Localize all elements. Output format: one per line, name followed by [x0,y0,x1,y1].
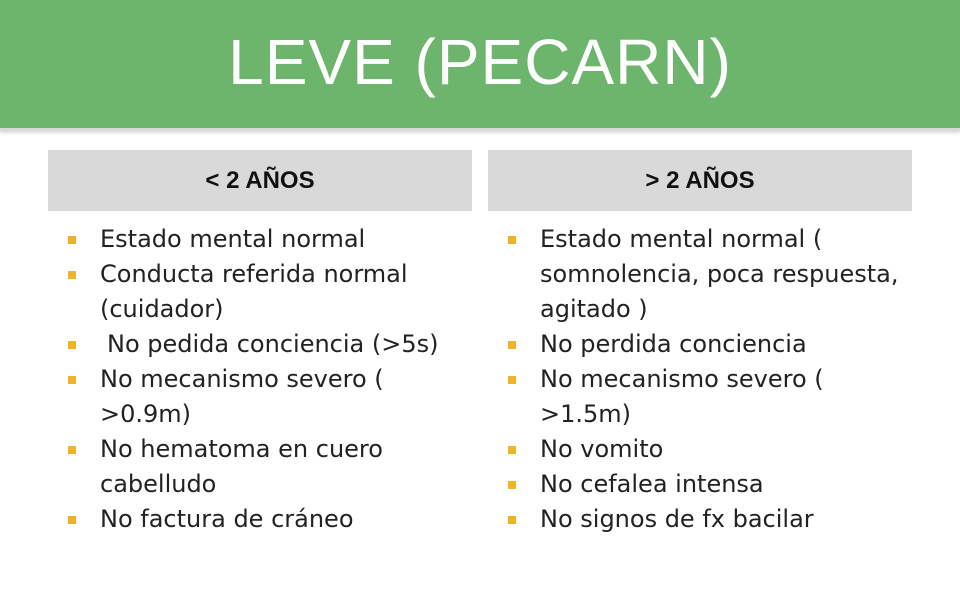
slide-title: LEVE (PECARN) [228,26,732,98]
square-bullet-icon [68,341,76,349]
list-item [504,327,900,362]
square-bullet-icon [68,271,76,279]
list-item-text: No signos de fx bacilar [540,505,814,533]
list-item [64,327,464,362]
list-item-text: No pedida conciencia (>5s) [107,330,439,358]
title-banner [0,0,960,131]
square-bullet-icon [508,446,516,454]
list-item [64,362,464,432]
criteria-list-under-2 [64,222,464,537]
list-item-text: Estado mental normal ( somnolencia, poca respuesta, agitado ) [540,225,899,323]
square-bullet-icon [508,376,516,384]
square-bullet-icon [508,236,516,244]
square-bullet-icon [508,481,516,489]
list-item [64,502,464,537]
list-item-text: No mecanismo severo ( >0.9m) [100,365,384,428]
square-bullet-icon [508,341,516,349]
square-bullet-icon [68,516,76,524]
list-item-text: No cefalea intensa [540,470,764,498]
column-header-over-2 [488,150,912,211]
list-item-text: Estado mental normal [100,225,366,253]
list-item [504,467,900,502]
list-item [64,257,464,327]
list-item [504,362,900,432]
square-bullet-icon [68,446,76,454]
list-item [504,502,900,537]
list-item-text: No vomito [540,435,664,463]
list-item [504,432,900,467]
list-item [64,432,464,502]
list-item [504,222,900,327]
list-item-text: No mecanismo severo ( >1.5m) [540,365,824,428]
list-item-text: Conducta referida normal (cuidador) [100,260,408,323]
list-item-text: No factura de cráneo [100,505,354,533]
list-item [64,222,464,257]
column-header-label: > 2 AÑOS [645,166,755,194]
square-bullet-icon [508,516,516,524]
column-header-under-2 [48,150,472,211]
column-header-label: < 2 AÑOS [205,166,315,194]
criteria-list-over-2 [504,222,900,537]
square-bullet-icon [68,376,76,384]
list-item-text: No hematoma en cuero cabelludo [100,435,383,498]
list-item-text: No perdida conciencia [540,330,807,358]
square-bullet-icon [68,236,76,244]
